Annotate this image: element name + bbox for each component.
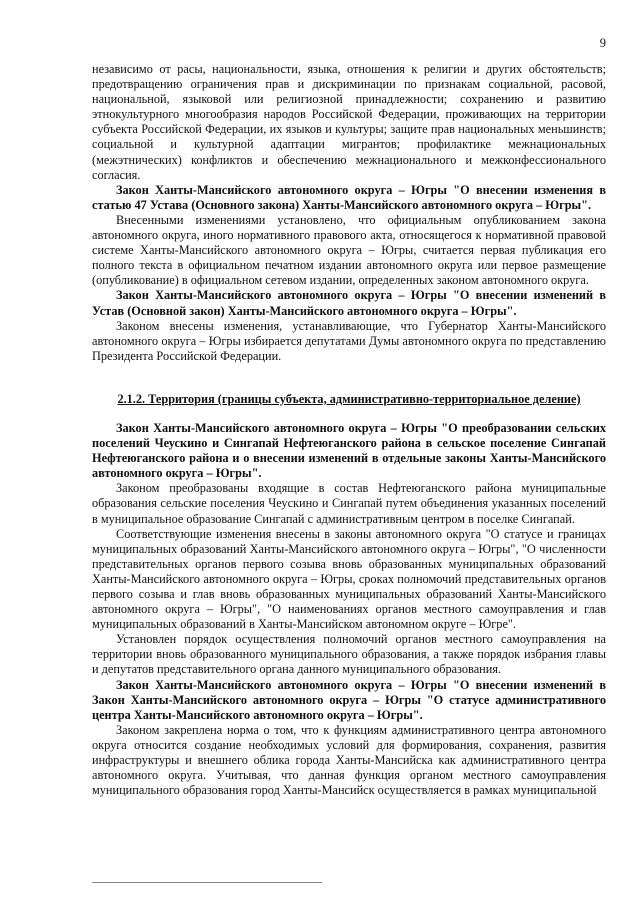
paragraph-related-amendments: Соответствующие изменения внесены в законы автономного округа "О статусе и границах муниципальных образований Ханты-Мансийского автономного округа – Югры", "О численности представительных органов первого созыва вновь образованных муниципальных образований Ханты-Мансийского автономного округа – Югры, сроках полномочий представительных органов первого созыва и глав вновь образованных муниципальных образований Ханты-Мансийского автономного округа – Югры", "О наименованиях органов местного самоуправления и глав муниципальных образований в Ханты-Мансийском автономном округе – Югре". <box>92 526 606 632</box>
paragraph-administrative-center: Законом закреплена норма о том, что к функциям административного центра автономного округа относится создание необходимых условий для формирования, сохранения, развития инфраструктуры и внешнего облика города Ханты-Мансийска как административного центра автономного округа. Учитывая, что данная функция органом местного самоуправления муниципального образования город Ханты-Мансийск осуществляется в рамках муниципальной <box>92 722 606 798</box>
footer-divider <box>92 882 322 883</box>
paragraph-continuation: независимо от расы, национальности, языка, отношения к религии и других обстоятельств; предотвращению ограничения прав и дискриминации по признакам социальной, расовой, национальной, языковой или религиозной принадлежности; сохранению и развитию этнокультурного многообразия народов Российской Федерации, проживающих на территории субъекта Российской Федерации, их языков и культуры; защите прав национальных меньшинств; социальной и культурной адаптации мигрантов; профилактике межнациональных (межэтнических) конфликтов и обеспечению межнационального и межконфессионального согласия. <box>92 62 606 182</box>
paragraph-publication-rule: Внесенными изменениями установлено, что официальным опубликованием закона автономного округа, иного нормативного правового акта, относящегося к нормативной правовой системе Ханты-Мансийского автономного округа – Югры, считается первая публикация его полного текста в официальном печатном издании автономного округа или первое размещение (опубликование) в официальном сетевом издании, определенных законом автономного округа. <box>92 212 606 288</box>
law-title-administrative-center: Закон Ханты-Мансийского автономного округа – Югры "О внесении изменений в Закон Ханты-Мансийского автономного округа – Югры "О статусе административного центра Ханты-Мансийского автономного округа – Югры". <box>92 677 606 722</box>
section-heading-territory: 2.1.2. Территория (границы субъекта, административно-территориальное деление) <box>117 391 581 406</box>
paragraph-powers-procedure: Установлен порядок осуществления полномочий органов местного самоуправления на территории вновь образованного муниципального образования, а также порядок избрания главы и депутатов представительного органа данного муниципального образования. <box>92 632 606 677</box>
law-title-article-47: Закон Ханты-Мансийского автономного округа – Югры "О внесении изменения в статью 47 Устава (Основного закона) Ханты-Мансийского автономного округа – Югры". <box>92 182 606 212</box>
paragraph-transformation: Законом преобразованы входящие в состав Нефтеюганского района муниципальные образования сельские поселения Чеускино и Сингапай путем объединения указанных поселений в муниципальное образование Сингапай с административным центром в поселке Сингапай. <box>92 481 606 526</box>
law-title-transformation: Закон Ханты-Мансийского автономного округа – Югры "О преобразовании сельских поселений Чеускино и Сингапай Нефтеюганского района в сельское поселение Сингапай Нефтеюганского района и о внесении изменений в отдельные законы Ханты-Мансийского автономного округа – Югры". <box>92 420 606 481</box>
document-body <box>92 62 606 798</box>
law-title-charter-amendments: Закон Ханты-Мансийского автономного округа – Югры "О внесении изменений в Устав (Основной закон) Ханты-Мансийского автономного округа – Югры". <box>92 288 606 318</box>
paragraph-governor-election: Законом внесены изменения, устанавливающие, что Губернатор Ханты-Мансийского автономного округа – Югры избирается депутатами Думы автономного округа по представлению Президента Российской Федерации. <box>92 318 606 363</box>
page-number: 9 <box>599 36 606 50</box>
